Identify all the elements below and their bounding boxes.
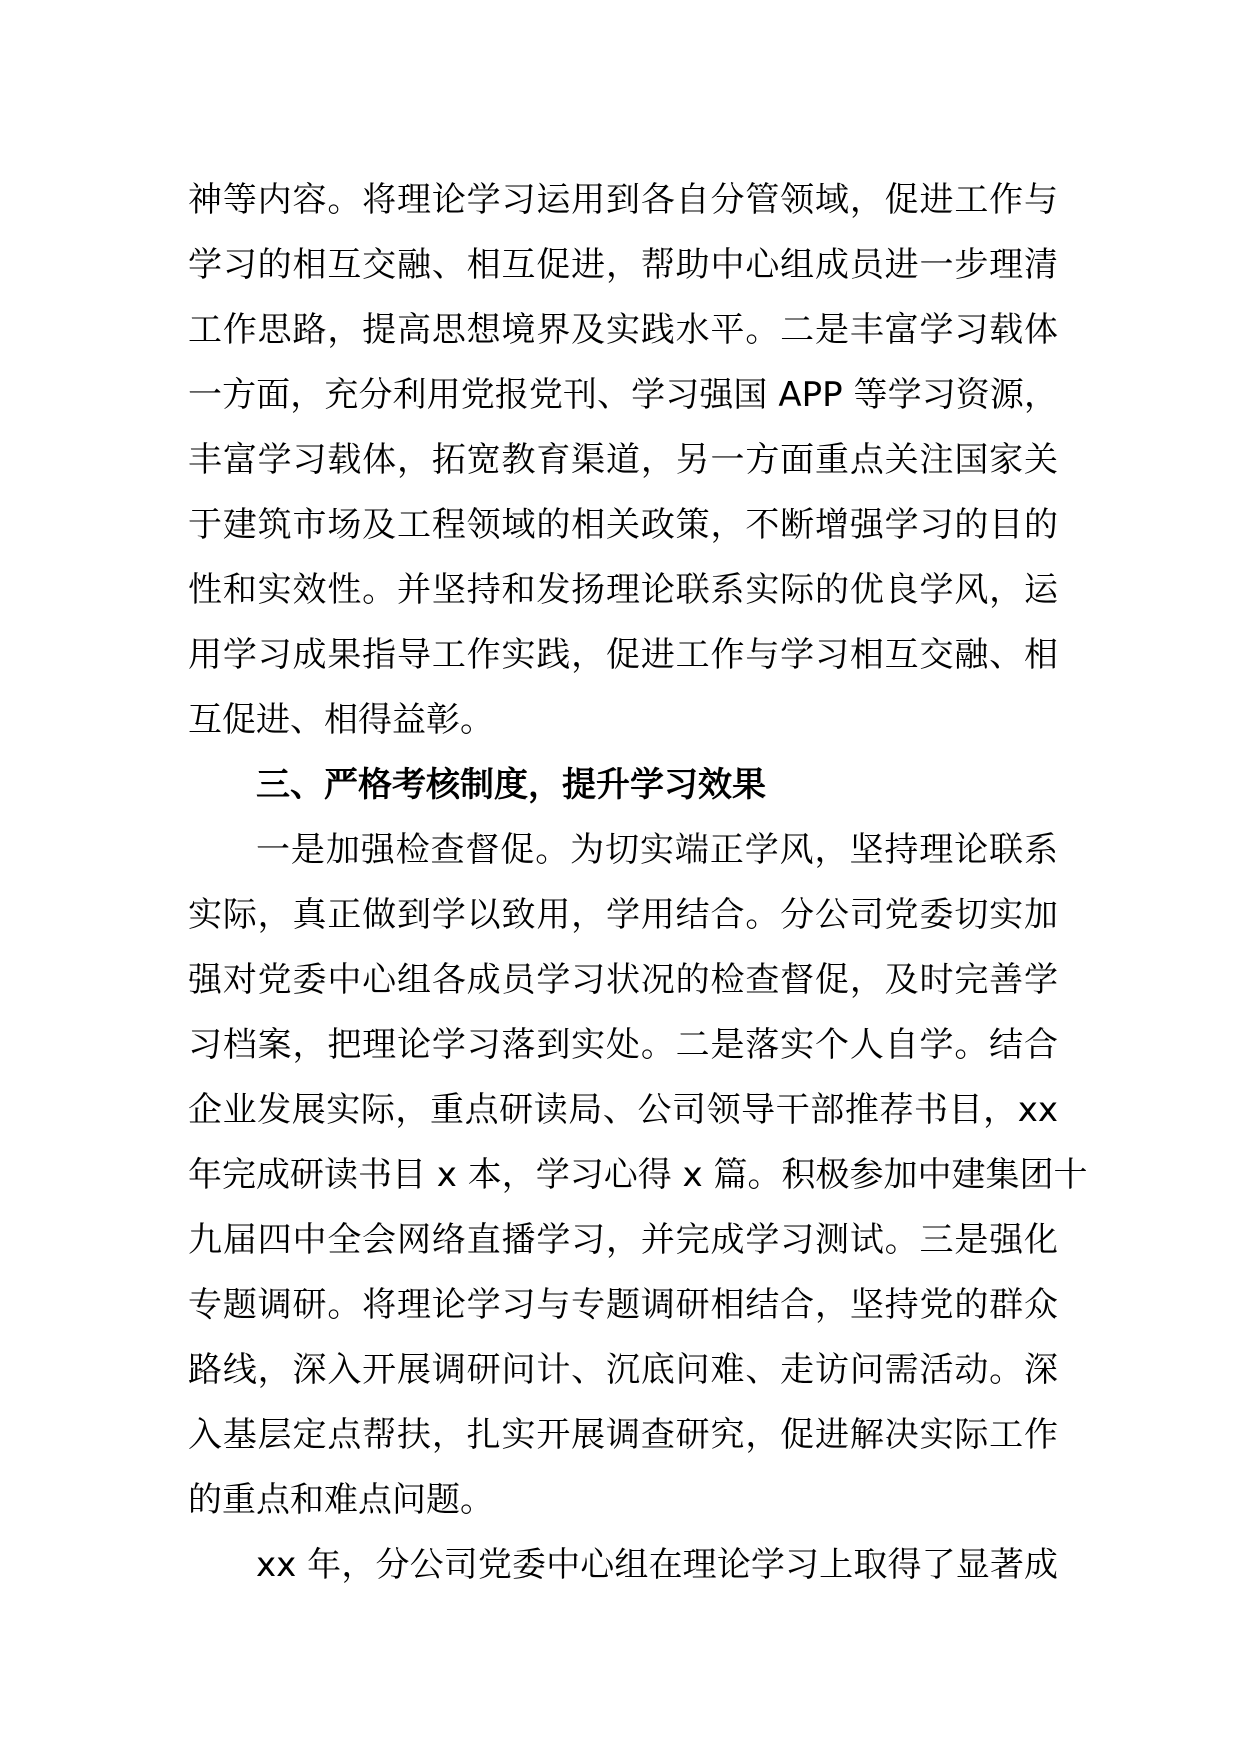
text-line: 习档案，把理论学习落到实处。二是落实个人自学。结合 <box>188 1025 1058 1065</box>
text-line: 神等内容。将理论学习运用到各自分管领域，促进工作与 <box>188 180 1058 220</box>
text-line: 丰富学习载体，拓宽教育渠道，另一方面重点关注国家关 <box>188 440 1058 480</box>
text-line: 入基层定点帮扶，扎实开展调查研究，促进解决实际工作 <box>188 1415 1058 1455</box>
text-line: 一是加强检查督促。为切实端正学风，坚持理论联系 <box>256 830 1058 870</box>
text-line: xx 年，分公司党委中心组在理论学习上取得了显著成 <box>256 1545 1058 1585</box>
text-line: 九届四中全会网络直播学习，并完成学习测试。三是强化 <box>188 1220 1058 1260</box>
text-line: 一方面，充分利用党报党刊、学习强国 APP 等学习资源， <box>188 375 1058 415</box>
text-line: 学习的相互交融、相互促进，帮助中心组成员进一步理清 <box>188 245 1058 285</box>
text-line: 用学习成果指导工作实践，促进工作与学习相互交融、相 <box>188 635 1058 675</box>
text-line: 的重点和难点问题。 <box>188 1480 494 1520</box>
text-line: 于建筑市场及工程领域的相关政策，不断增强学习的目的 <box>188 505 1058 545</box>
text-line: 专题调研。将理论学习与专题调研相结合，坚持党的群众 <box>188 1285 1058 1325</box>
text-line: 强对党委中心组各成员学习状况的检查督促，及时完善学 <box>188 960 1058 1000</box>
paragraph-summary <box>188 1533 1058 1598</box>
document-body <box>188 168 1088 1598</box>
text-line: 企业发展实际，重点研读局、公司领导干部推荐书目，xx <box>188 1090 1058 1130</box>
section-heading: 三、严格考核制度，提升学习效果 <box>256 765 766 805</box>
text-line: 工作思路，提高思想境界及实践水平。二是丰富学习载体 <box>188 310 1058 350</box>
paragraph-learning-carrier <box>188 168 1058 753</box>
text-line: 性和实效性。并坚持和发扬理论联系实际的优良学风，运 <box>188 570 1058 610</box>
text-line: 互促进、相得益彰。 <box>188 700 494 740</box>
text-line: 路线，深入开展调研问计、沉底问难、走访问需活动。深 <box>188 1350 1058 1390</box>
text-line: 年完成研读书目 x 本，学习心得 x 篇。积极参加中建集团十 <box>188 1155 1088 1195</box>
text-line: 实际，真正做到学以致用，学用结合。分公司党委切实加 <box>188 895 1058 935</box>
paragraph-assessment <box>188 818 1088 1533</box>
